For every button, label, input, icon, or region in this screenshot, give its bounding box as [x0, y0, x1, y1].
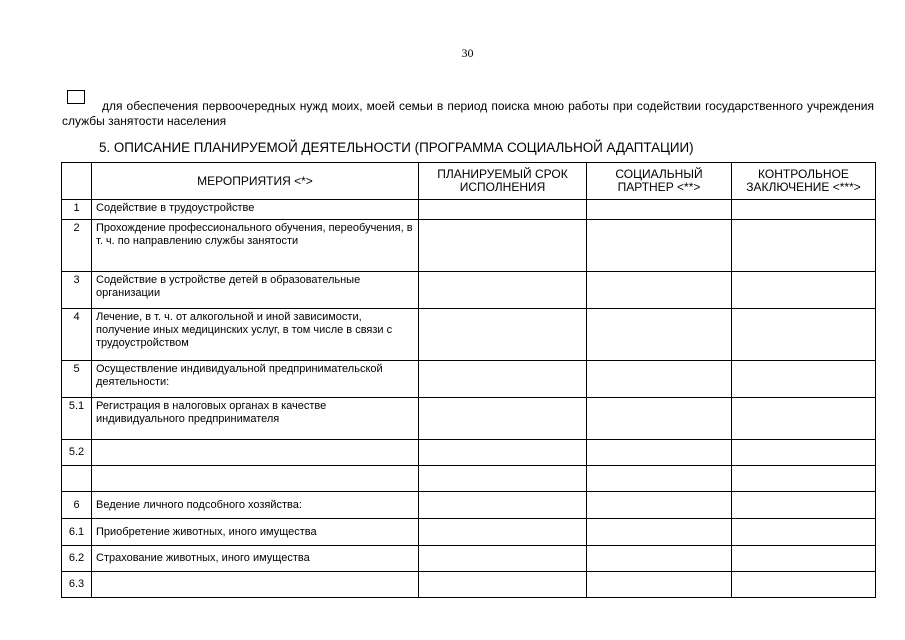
table-row — [62, 546, 876, 572]
table-row — [62, 272, 876, 309]
planned-term-cell[interactable] — [419, 361, 587, 398]
activity-cell[interactable] — [92, 466, 419, 492]
planned-term-cell[interactable] — [419, 546, 587, 572]
social-partner-cell[interactable] — [587, 272, 732, 309]
activity-cell: Содействие в устройстве детей в образовательные организации — [92, 272, 419, 309]
activity-cell: Осуществление индивидуальной предпринимательской деятельности: — [92, 361, 419, 398]
planned-term-cell[interactable] — [419, 220, 587, 272]
row-number: 5.1 — [62, 398, 92, 440]
table-row — [62, 361, 876, 398]
checkbox-option-text: для обеспечения первоочередных нужд моих, моей семьи в период поиска мною работы при содействии государственного учреждения службы занятости населения — [62, 99, 874, 128]
table-row — [62, 492, 876, 519]
social-partner-cell[interactable] — [587, 200, 732, 220]
table-row — [62, 440, 876, 466]
page-number: 30 — [461, 46, 474, 60]
header-control-conclusion: КОНТРОЛЬНОЕ ЗАКЛЮЧЕНИЕ <***> — [732, 163, 876, 200]
header-social-partner: СОЦИАЛЬНЫЙ ПАРТНЕР <**> — [587, 163, 732, 200]
social-partner-cell[interactable] — [587, 309, 732, 361]
planned-term-cell[interactable] — [419, 572, 587, 598]
social-partner-cell[interactable] — [587, 546, 732, 572]
header-activities: МЕРОПРИЯТИЯ <*> — [92, 163, 419, 200]
planned-term-cell[interactable] — [419, 519, 587, 546]
planned-term-cell[interactable] — [419, 272, 587, 309]
row-number: 3 — [62, 272, 92, 309]
row-number — [62, 466, 92, 492]
activity-cell[interactable] — [92, 440, 419, 466]
table-header-row — [62, 163, 876, 200]
social-partner-cell[interactable] — [587, 220, 732, 272]
planned-term-cell[interactable] — [419, 309, 587, 361]
control-conclusion-cell[interactable] — [732, 546, 876, 572]
control-conclusion-cell[interactable] — [732, 398, 876, 440]
control-conclusion-cell[interactable] — [732, 220, 876, 272]
social-partner-cell[interactable] — [587, 466, 732, 492]
control-conclusion-cell[interactable] — [732, 309, 876, 361]
social-partner-cell[interactable] — [587, 398, 732, 440]
activity-cell: Регистрация в налоговых органах в качестве индивидуального предпринимателя — [92, 398, 419, 440]
table-row — [62, 200, 876, 220]
activity-cell: Приобретение животных, иного имущества — [92, 519, 419, 546]
social-partner-cell[interactable] — [587, 440, 732, 466]
row-number: 2 — [62, 220, 92, 272]
table-row — [62, 466, 876, 492]
activity-cell: Содействие в трудоустройстве — [92, 200, 419, 220]
activity-cell: Ведение личного подсобного хозяйства: — [92, 492, 419, 519]
row-number: 1 — [62, 200, 92, 220]
planned-term-cell[interactable] — [419, 492, 587, 519]
header-planned-term: ПЛАНИРУЕМЫЙ СРОК ИСПОЛНЕНИЯ — [419, 163, 587, 200]
activity-cell: Лечение, в т. ч. от алкогольной и иной зависимости, получение иных медицинских услуг, в том числе в связи с трудоустройством — [92, 309, 419, 361]
activity-cell[interactable] — [92, 572, 419, 598]
social-partner-cell[interactable] — [587, 572, 732, 598]
planned-term-cell[interactable] — [419, 398, 587, 440]
social-partner-cell[interactable] — [587, 361, 732, 398]
row-number: 5 — [62, 361, 92, 398]
control-conclusion-cell[interactable] — [732, 200, 876, 220]
planned-term-cell[interactable] — [419, 200, 587, 220]
table-row — [62, 309, 876, 361]
row-number: 5.2 — [62, 440, 92, 466]
row-number: 4 — [62, 309, 92, 361]
control-conclusion-cell[interactable] — [732, 519, 876, 546]
social-partner-cell[interactable] — [587, 492, 732, 519]
row-number: 6.3 — [62, 572, 92, 598]
row-number: 6.2 — [62, 546, 92, 572]
control-conclusion-cell[interactable] — [732, 466, 876, 492]
section-title: 5. ОПИСАНИЕ ПЛАНИРУЕМОЙ ДЕЯТЕЛЬНОСТИ (ПРОГРАММА СОЦИАЛЬНОЙ АДАПТАЦИИ) — [99, 140, 694, 155]
table-row — [62, 572, 876, 598]
planned-term-cell[interactable] — [419, 466, 587, 492]
row-number: 6.1 — [62, 519, 92, 546]
header-number — [62, 163, 92, 200]
activity-plan-table — [61, 162, 876, 598]
activity-cell: Страхование животных, иного имущества — [92, 546, 419, 572]
planned-term-cell[interactable] — [419, 440, 587, 466]
table-row — [62, 220, 876, 272]
control-conclusion-cell[interactable] — [732, 492, 876, 519]
social-partner-cell[interactable] — [587, 519, 732, 546]
row-number: 6 — [62, 492, 92, 519]
control-conclusion-cell[interactable] — [732, 572, 876, 598]
table-row — [62, 398, 876, 440]
control-conclusion-cell[interactable] — [732, 440, 876, 466]
control-conclusion-cell[interactable] — [732, 361, 876, 398]
activity-cell: Прохождение профессионального обучения, переобучения, в т. ч. по направлению службы занятости — [92, 220, 419, 272]
control-conclusion-cell[interactable] — [732, 272, 876, 309]
table-row — [62, 519, 876, 546]
